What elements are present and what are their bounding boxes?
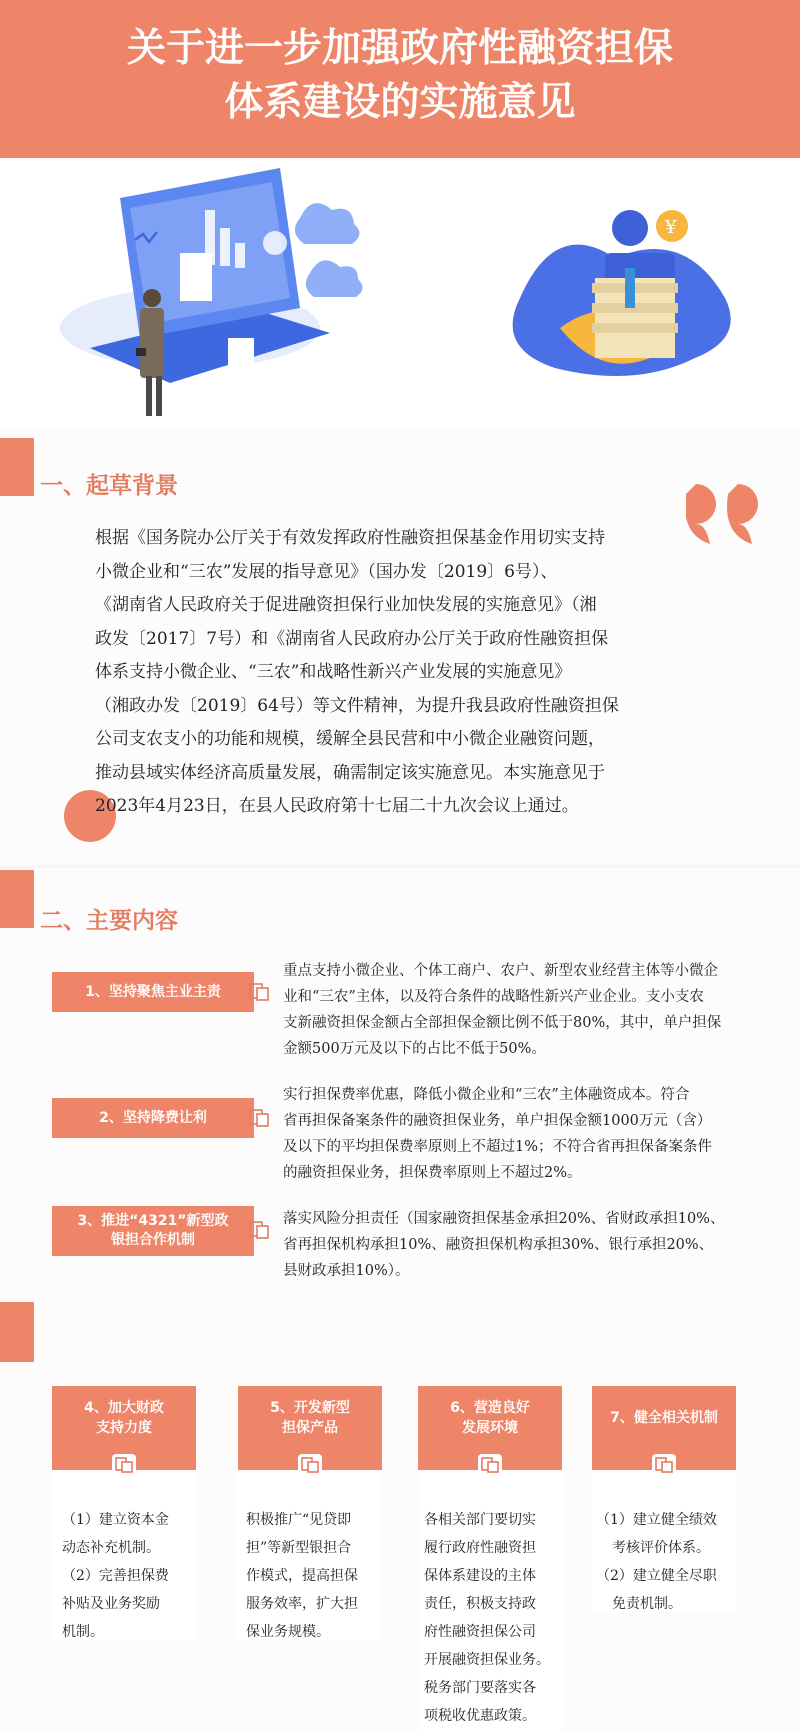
paragraph-line: 政发〔2017〕7号）和《湖南省人民政府办公厅关于政府性融资担保 bbox=[95, 628, 609, 649]
card-title-line: 发展环境 bbox=[462, 1420, 518, 1436]
card-line: 开展融资担保业务。 bbox=[424, 1652, 550, 1668]
card-line: 履行政府性融资担 bbox=[424, 1540, 536, 1556]
card-title-line: 5、开发新型 bbox=[270, 1400, 350, 1416]
card-body-6 bbox=[418, 1470, 562, 1732]
card-line: 项税收优惠政策。 bbox=[424, 1708, 536, 1724]
card-line: 保业务规模。 bbox=[246, 1624, 330, 1640]
desc-line: 的融资担保业务，担保费率原则上不超过2%。 bbox=[283, 1165, 582, 1181]
card-body-7 bbox=[592, 1470, 736, 1612]
card-line: 服务效率，扩大担 bbox=[246, 1596, 358, 1612]
page-title bbox=[0, 22, 800, 130]
card-line: 税务部门要落实各 bbox=[424, 1680, 536, 1696]
item-desc-1 bbox=[283, 958, 763, 1062]
desc-line: 及以下的平均担保费率原则上不超过1%；不符合省再担保备案条件 bbox=[283, 1139, 713, 1155]
paragraph-line: 《湖南省人民政府关于促进融资担保行业加快发展的实施意见》（湘 bbox=[95, 595, 597, 615]
section-marker-3 bbox=[0, 1302, 34, 1362]
item-desc-2 bbox=[283, 1082, 763, 1186]
card-line: 担”等新型银担合 bbox=[246, 1540, 352, 1556]
card-title-line: 7、健全相关机制 bbox=[610, 1410, 718, 1426]
illustration-banner bbox=[0, 158, 800, 430]
background-paragraph bbox=[95, 522, 775, 824]
document-icon bbox=[298, 1454, 322, 1476]
document-icon bbox=[112, 1454, 136, 1476]
item-label-2: 2、坚持降费让利 bbox=[52, 1098, 254, 1138]
paragraph-line: 体系支持小微企业、“三农”和战略性新兴产业发展的实施意见》 bbox=[95, 662, 572, 682]
title-line-2: 体系建设的实施意见 bbox=[224, 80, 576, 125]
paragraph-line: 小微企业和“三农”发展的指导意见》（国办发〔2019〕6号）、 bbox=[95, 561, 558, 582]
section-heading-background: 一、起草背景 bbox=[40, 473, 178, 499]
desc-line: 金额500万元及以下的占比不低于50%。 bbox=[283, 1041, 546, 1057]
card-line: （2）建立健全尽职 bbox=[596, 1568, 717, 1584]
document-icon bbox=[478, 1454, 502, 1476]
document-icon bbox=[248, 1220, 270, 1240]
paragraph-line: 根据《国务院办公厅关于有效发挥政府性融资担保基金作用切实支持 bbox=[95, 528, 605, 548]
document-icon bbox=[248, 1108, 270, 1128]
card-body-5 bbox=[238, 1470, 382, 1640]
card-line: 保体系建设的主体 bbox=[424, 1568, 536, 1584]
paragraph-line: 推动县域实体经济高质量发展，确需制定该实施意见。本实施意见于 bbox=[95, 762, 605, 783]
section-marker-1 bbox=[0, 438, 34, 496]
svg-text:¥: ¥ bbox=[665, 217, 677, 238]
header-banner bbox=[0, 0, 800, 158]
card-line: （2）完善担保费 bbox=[62, 1568, 169, 1584]
card-line: 机制。 bbox=[62, 1624, 104, 1640]
document-icon bbox=[248, 982, 270, 1002]
card-line: （1）建立资本金 bbox=[62, 1512, 169, 1528]
desc-line: 省再担保机构承担10%、融资担保机构承担30%、银行承担20%、 bbox=[283, 1237, 714, 1253]
section-marker-2 bbox=[0, 870, 34, 928]
desc-line: 省再担保备案条件的融资担保业务，单户担保金额1000万元（含） bbox=[283, 1113, 712, 1129]
paragraph-line: 公司支农支小的功能和规模，缓解全县民营和中小微企业融资问题， bbox=[95, 729, 605, 749]
card-line: 责任，积极支持政 bbox=[424, 1596, 536, 1612]
card-line: 补贴及业务奖励 bbox=[62, 1596, 160, 1612]
card-title-line: 担保产品 bbox=[282, 1420, 338, 1436]
item-desc-3 bbox=[283, 1206, 763, 1284]
laptop-illustration bbox=[0, 158, 800, 430]
paragraph-line: （湘政办发〔2019〕64号）等文件精神，为提升我县政府性融资担保 bbox=[95, 695, 619, 716]
card-title-line: 支持力度 bbox=[96, 1420, 152, 1436]
card-line: 免责机制。 bbox=[612, 1596, 682, 1612]
document-icon bbox=[652, 1454, 676, 1476]
item-label-3: 3、推进“4321”新型政银担合作机制 bbox=[52, 1206, 254, 1256]
card-title-line: 6、营造良好 bbox=[450, 1400, 530, 1416]
clerk-illustration bbox=[513, 210, 731, 376]
card-line: 作模式，提高担保 bbox=[246, 1568, 358, 1584]
desc-line: 重点支持小微企业、个体工商户、农户、新型农业经营主体等小微企 bbox=[283, 963, 718, 979]
card-line: 考核评价体系。 bbox=[612, 1540, 710, 1556]
desc-line: 支新融资担保金额占全部担保金额比例不低于80%，其中，单户担保 bbox=[283, 1015, 722, 1031]
paragraph-line: 2023年4月23日，在县人民政府第十七届二十九次会议上通过。 bbox=[95, 796, 579, 816]
card-body-4 bbox=[52, 1470, 196, 1640]
card-line: 积极推广“见贷即 bbox=[246, 1512, 352, 1528]
card-line: 动态补充机制。 bbox=[62, 1540, 160, 1556]
card-line: 各相关部门要切实 bbox=[424, 1512, 536, 1528]
item-label-1: 1、坚持聚焦主业主责 bbox=[52, 972, 254, 1012]
desc-line: 县财政承担10%）。 bbox=[283, 1263, 410, 1279]
card-title-line: 4、加大财政 bbox=[84, 1400, 164, 1416]
desc-line: 落实风险分担责任（国家融资担保基金承担20%、省财政承担10%、 bbox=[283, 1211, 725, 1227]
card-line: 府性融资担保公司 bbox=[424, 1624, 536, 1640]
desc-line: 实行担保费率优惠，降低小微企业和“三农”主体融资成本。符合 bbox=[283, 1087, 690, 1103]
card-line: （1）建立健全绩效 bbox=[596, 1512, 717, 1528]
section-heading-main: 二、主要内容 bbox=[40, 908, 178, 934]
desc-line: 业和“三农”主体，以及符合条件的战略性新兴产业企业。支小支农 bbox=[283, 989, 704, 1005]
title-line-1: 关于进一步加强政府性融资担保 bbox=[126, 26, 673, 71]
